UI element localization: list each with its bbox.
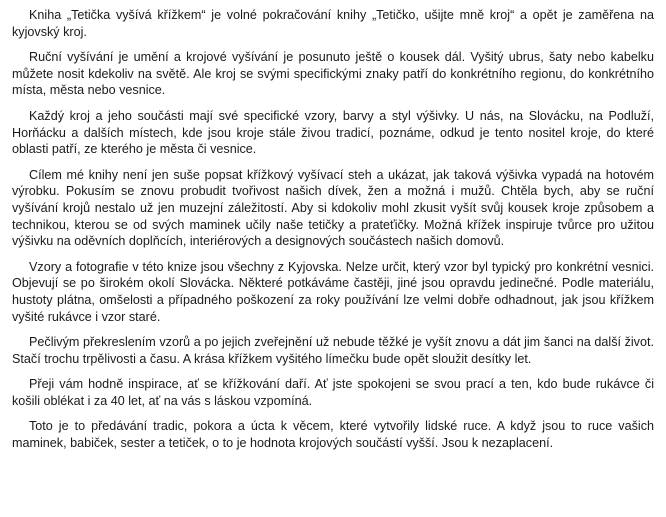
paragraph-7: Přeji vám hodně inspirace, ať se křížkování daří. Ať jste spokojeni se svou prací a ten, kdo bude rukávce či košili oblékat i za 40 let, ať na vás s láskou vzpomíná. xyxy=(12,377,654,408)
paragraph-6: Pečlivým překreslením vzorů a po jejich zveřejnění už nebude těžké je vyšít znovu a dát jim šanci na další život. Stačí trochu trpělivosti a času. A krása křížkem vyšitého límečku bude opět sloužit desítky let. xyxy=(12,335,654,366)
paragraph-1: Kniha „Tetička vyšívá křížkem“ je volné pokračování knihy „Tetičko, ušijte mně kroj“ a opět je zaměřena na kyjovský kroj. xyxy=(12,8,654,39)
paragraph-2: Ruční vyšívání je umění a krojové vyšívání je posunuto ještě o kousek dál. Vyšitý ubrus, šaty nebo kabelku můžete nosit kdekoliv na světě. Ale kroj se svými specifickými znaky patří do konkrétního regionu, do konkrétního místa, města nebo vesnice. xyxy=(12,50,654,98)
paragraph-8: Toto je to předávání tradic, pokora a úcta k věcem, které vytvořily lidské ruce. A když jsou to ruce vašich maminek, babiček, sester a tetiček, o to je hodnota krojových součástí vyšší. Jsou k nezaplacení. xyxy=(12,419,654,451)
paragraph-4: Cílem mé knihy není jen suše popsat křížkový vyšívací steh a ukázat, jak taková výšivka vypadá na hotovém výrobku. Pokusím se znovu probudit tvořivost našich dívek, žen a možná i mužů. Chtěla bych, aby se ruční vyšívání krojů nestalo už jen muzejní záležitostí. Aby si kdokoliv mohl zkusit vyšít svůj kousek kroje způsobem a technikou, kterou se od svých maminek učily naše tetičky a prateťičky. Možná křížek inspiruje tvůrce pro užitou výšivku na oděvních doplňcích, interiérových a designových součástech našich domovů. xyxy=(12,167,654,249)
paragraph-3: Každý kroj a jeho součásti mají své specifické vzory, barvy a styl výšivky. U nás, na Slovácku, na Podluží, Horňácku a dalších místech, kde jsou kroje stále živou tradicí, poznáme, odkud je tento nositel kroje, do které oblasti patří, ze kterého je města či vesnice. xyxy=(12,108,654,157)
paragraph-5: Vzory a fotografie v této knize jsou všechny z Kyjovska. Nelze určit, který vzor byl typický pro konkrétní vesnici. Objevují se po širokém okolí Slovácka. Některé potkáváme častěji, jiné jsou opravdu jedinečné. Podle materiálu, hustoty plátna, omšelosti a případného poškození za roky používání lze velmi dobře odhadnout, jak jsou křížkem vyšité rukávce i vzor staré. xyxy=(12,259,654,324)
